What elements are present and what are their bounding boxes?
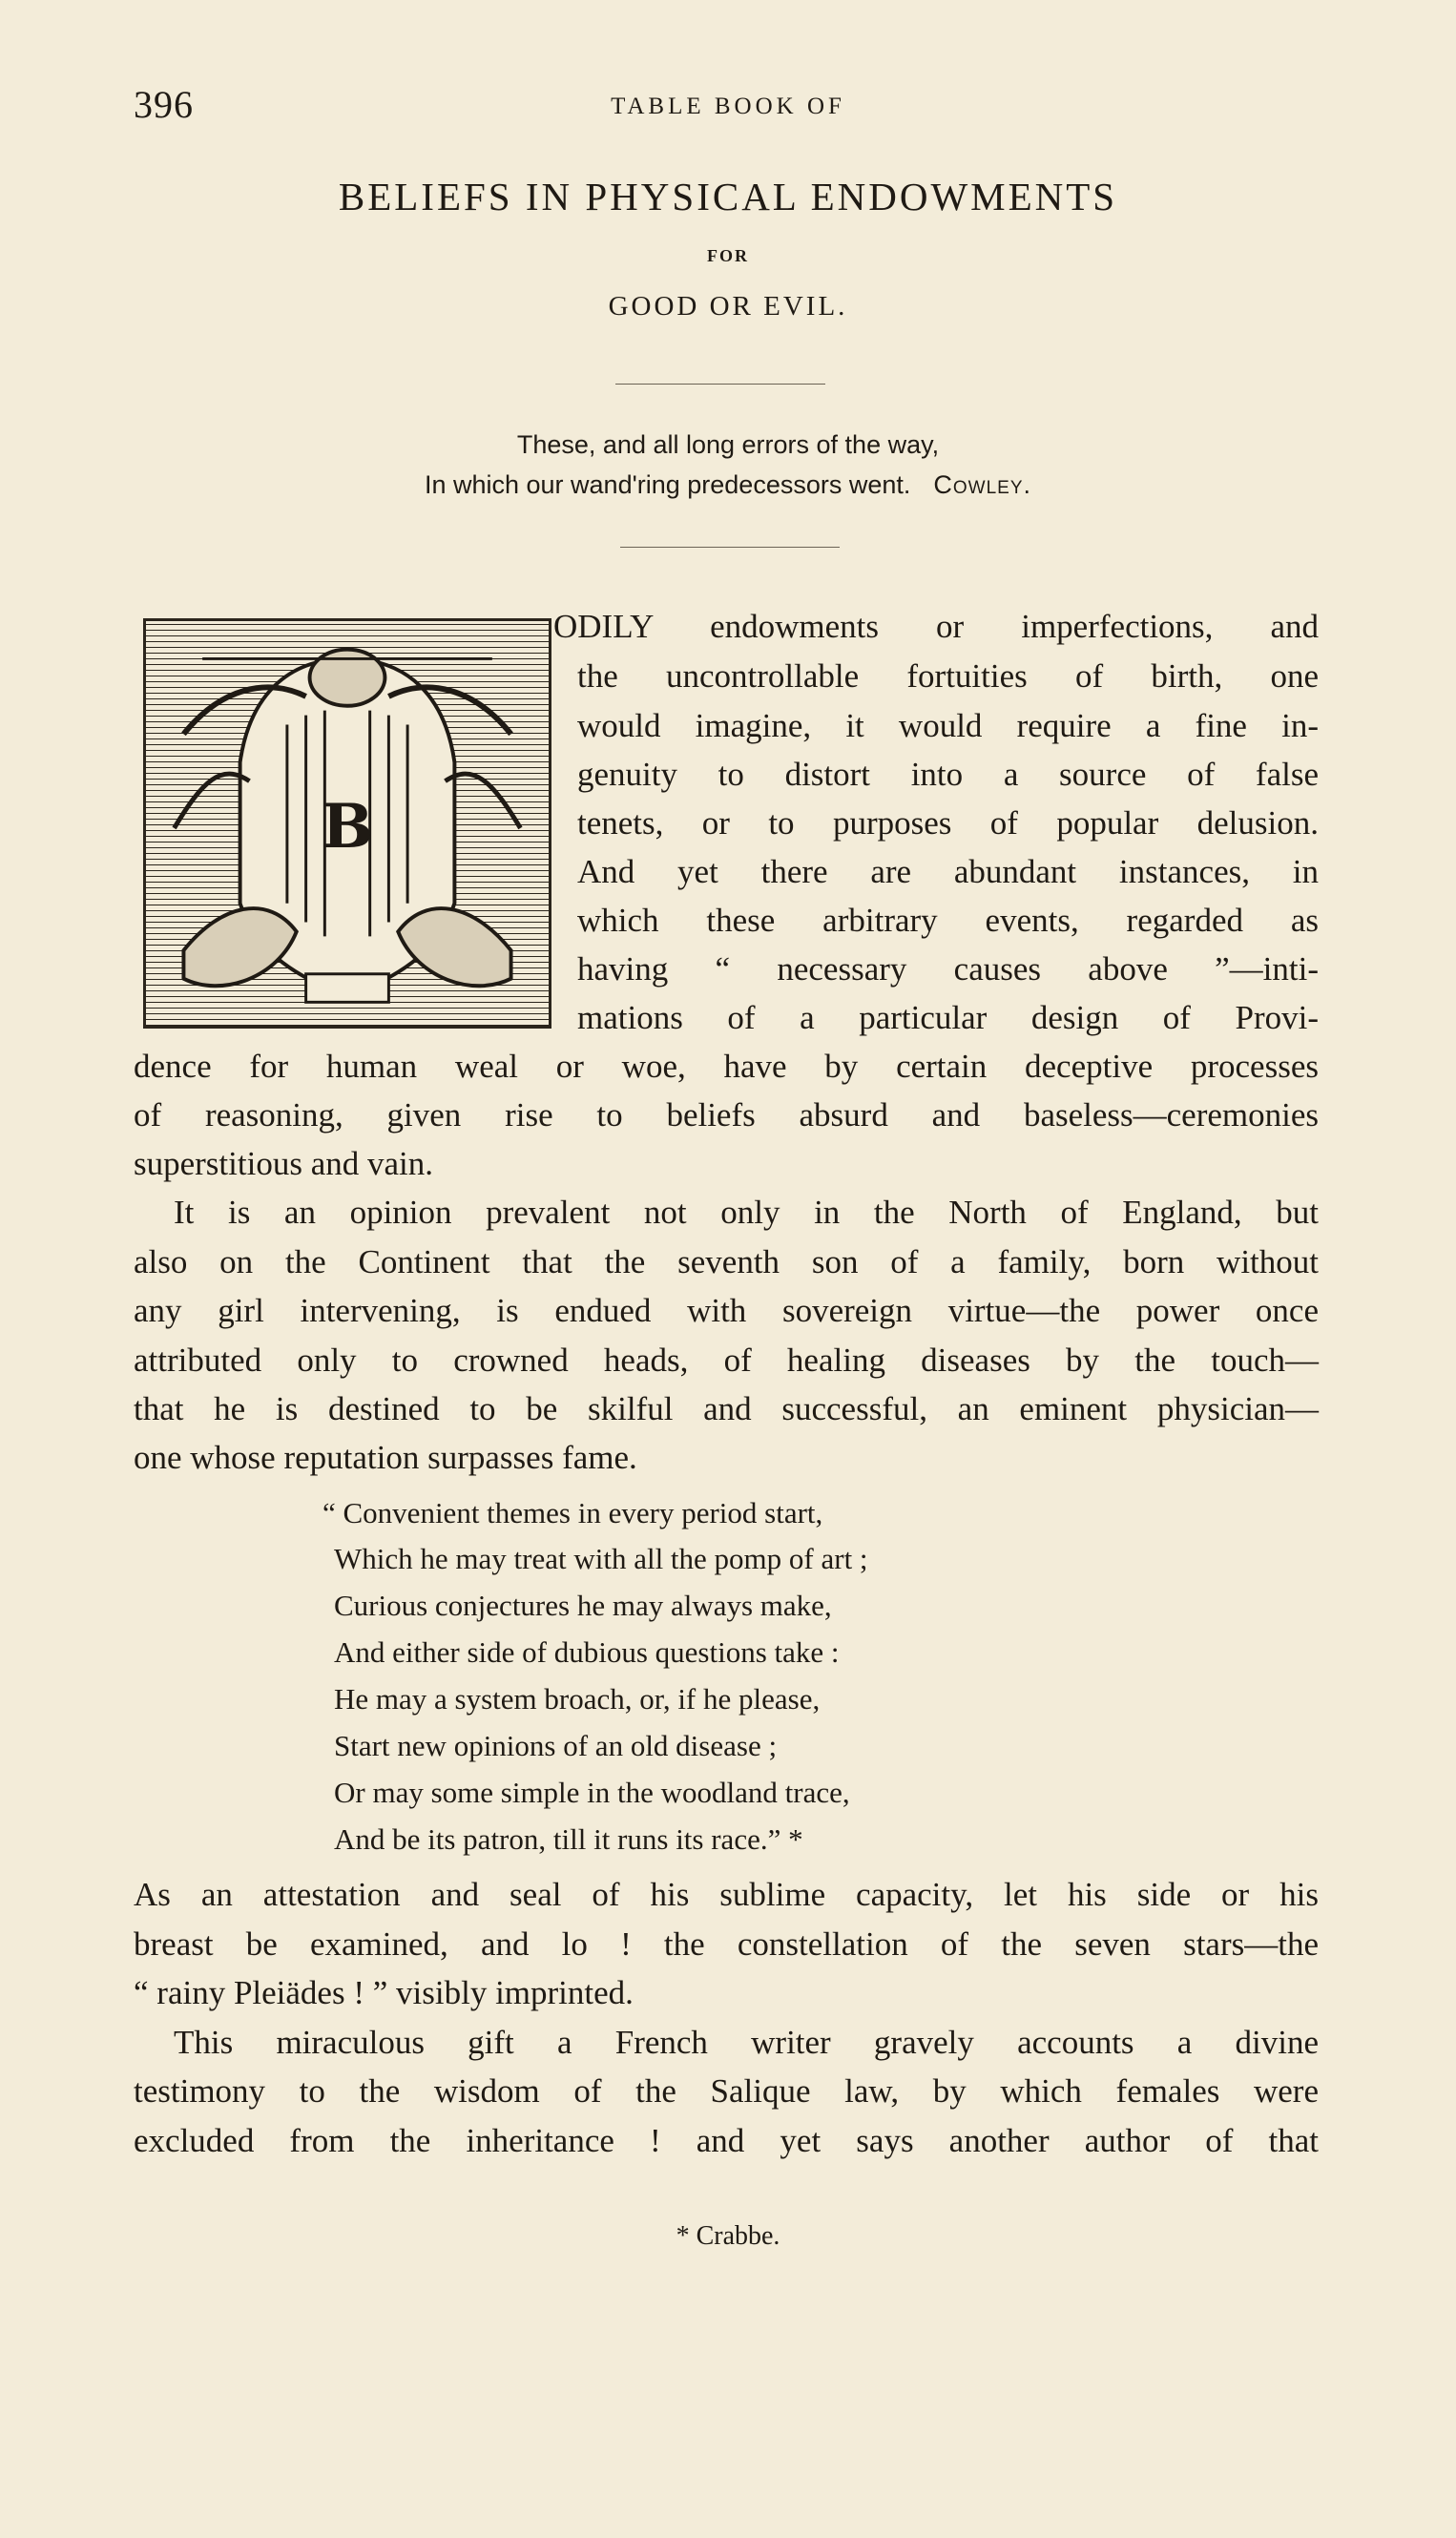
body-line: of reasoning, given rise to beliefs absurd and baseless—ceremonies xyxy=(134,1096,1319,1134)
verse-line: Or may some simple in the woodland trace, xyxy=(334,1776,850,1809)
body-line: the uncontrollable fortuities of birth, one xyxy=(577,657,1319,695)
verse-line: Start new opinions of an old disease ; xyxy=(334,1729,778,1762)
title-divider xyxy=(615,384,825,385)
epigraph-line-with-author xyxy=(0,465,1456,505)
body-line: also on the Continent that the seventh son of a family, born without xyxy=(134,1243,1319,1280)
body-line: one whose reputation surpasses fame. xyxy=(134,1439,637,1476)
verse-line: And either side of dubious questions take : xyxy=(334,1635,840,1669)
verse-line: And be its patron, till it runs its race.” * xyxy=(334,1822,803,1856)
chapter-connector: FOR xyxy=(707,246,749,265)
epigraph-author: Cowley. xyxy=(933,470,1032,499)
body-line: mations of a particular design of Provi- xyxy=(577,999,1319,1036)
epigraph-line: In which our wand'ring predecessors went. xyxy=(424,470,911,499)
body-line: dence for human weal or woe, have by certain deceptive processes xyxy=(134,1048,1319,1085)
body-line: As an attestation and seal of his sublime capacity, let his side or his xyxy=(134,1876,1319,1913)
verse-line: “ Convenient themes in every period start, xyxy=(322,1496,823,1529)
initial-letter: B xyxy=(321,791,374,863)
page-number: 396 xyxy=(134,83,194,126)
body-line: excluded from the inheritance ! and yet says another author of that xyxy=(134,2122,1319,2159)
body-line: genuity to distort into a source of false xyxy=(577,756,1319,793)
body-line: attributed only to crowned heads, of healing diseases by the touch— xyxy=(134,1342,1319,1379)
body-line: superstitious and vain. xyxy=(134,1145,433,1182)
epigraph xyxy=(0,425,1456,505)
body-line: This miraculous gift a French writer gravely accounts a divine xyxy=(174,2024,1319,2061)
body-line: And yet there are abundant instances, in xyxy=(577,853,1319,890)
footnote: * Crabbe. xyxy=(676,2221,780,2251)
body-line: having “ necessary causes above ”—inti- xyxy=(577,950,1319,988)
epigraph-line: These, and all long errors of the way, xyxy=(516,430,940,459)
ornamental-initial xyxy=(143,618,551,1029)
body-line: would imagine, it would require a fine in- xyxy=(577,707,1319,744)
chapter-title: BELIEFS IN PHYSICAL ENDOWMENTS xyxy=(338,175,1118,218)
body-line: which these arbitrary events, regarded as xyxy=(577,902,1319,939)
epigraph-divider xyxy=(620,547,840,548)
body-line: breast be examined, and lo ! the constellation of the seven stars—the xyxy=(134,1925,1319,1963)
verse-line: Curious conjectures he may always make, xyxy=(334,1589,832,1622)
verse-line: He may a system broach, or, if he please, xyxy=(334,1682,821,1716)
running-head: TABLE BOOK OF xyxy=(611,94,845,119)
body-line: that he is destined to be skilful and successful, an eminent physician— xyxy=(134,1390,1319,1427)
body-line: ODILY endowments or imperfections, and xyxy=(553,608,1319,645)
body-line: any girl intervening, is endued with sovereign virtue—the power once xyxy=(134,1292,1319,1329)
body-line: testimony to the wisdom of the Salique law, by which females were xyxy=(134,2072,1319,2110)
body-line: tenets, or to purposes of popular delusion. xyxy=(577,804,1319,842)
verse-line: Which he may treat with all the pomp of art ; xyxy=(334,1542,868,1575)
body-line: “ rainy Pleiädes ! ” visibly imprinted. xyxy=(134,1974,634,2011)
body-line: It is an opinion prevalent not only in the North of England, but xyxy=(174,1194,1319,1231)
chapter-subtitle: GOOD OR EVIL. xyxy=(608,291,848,322)
